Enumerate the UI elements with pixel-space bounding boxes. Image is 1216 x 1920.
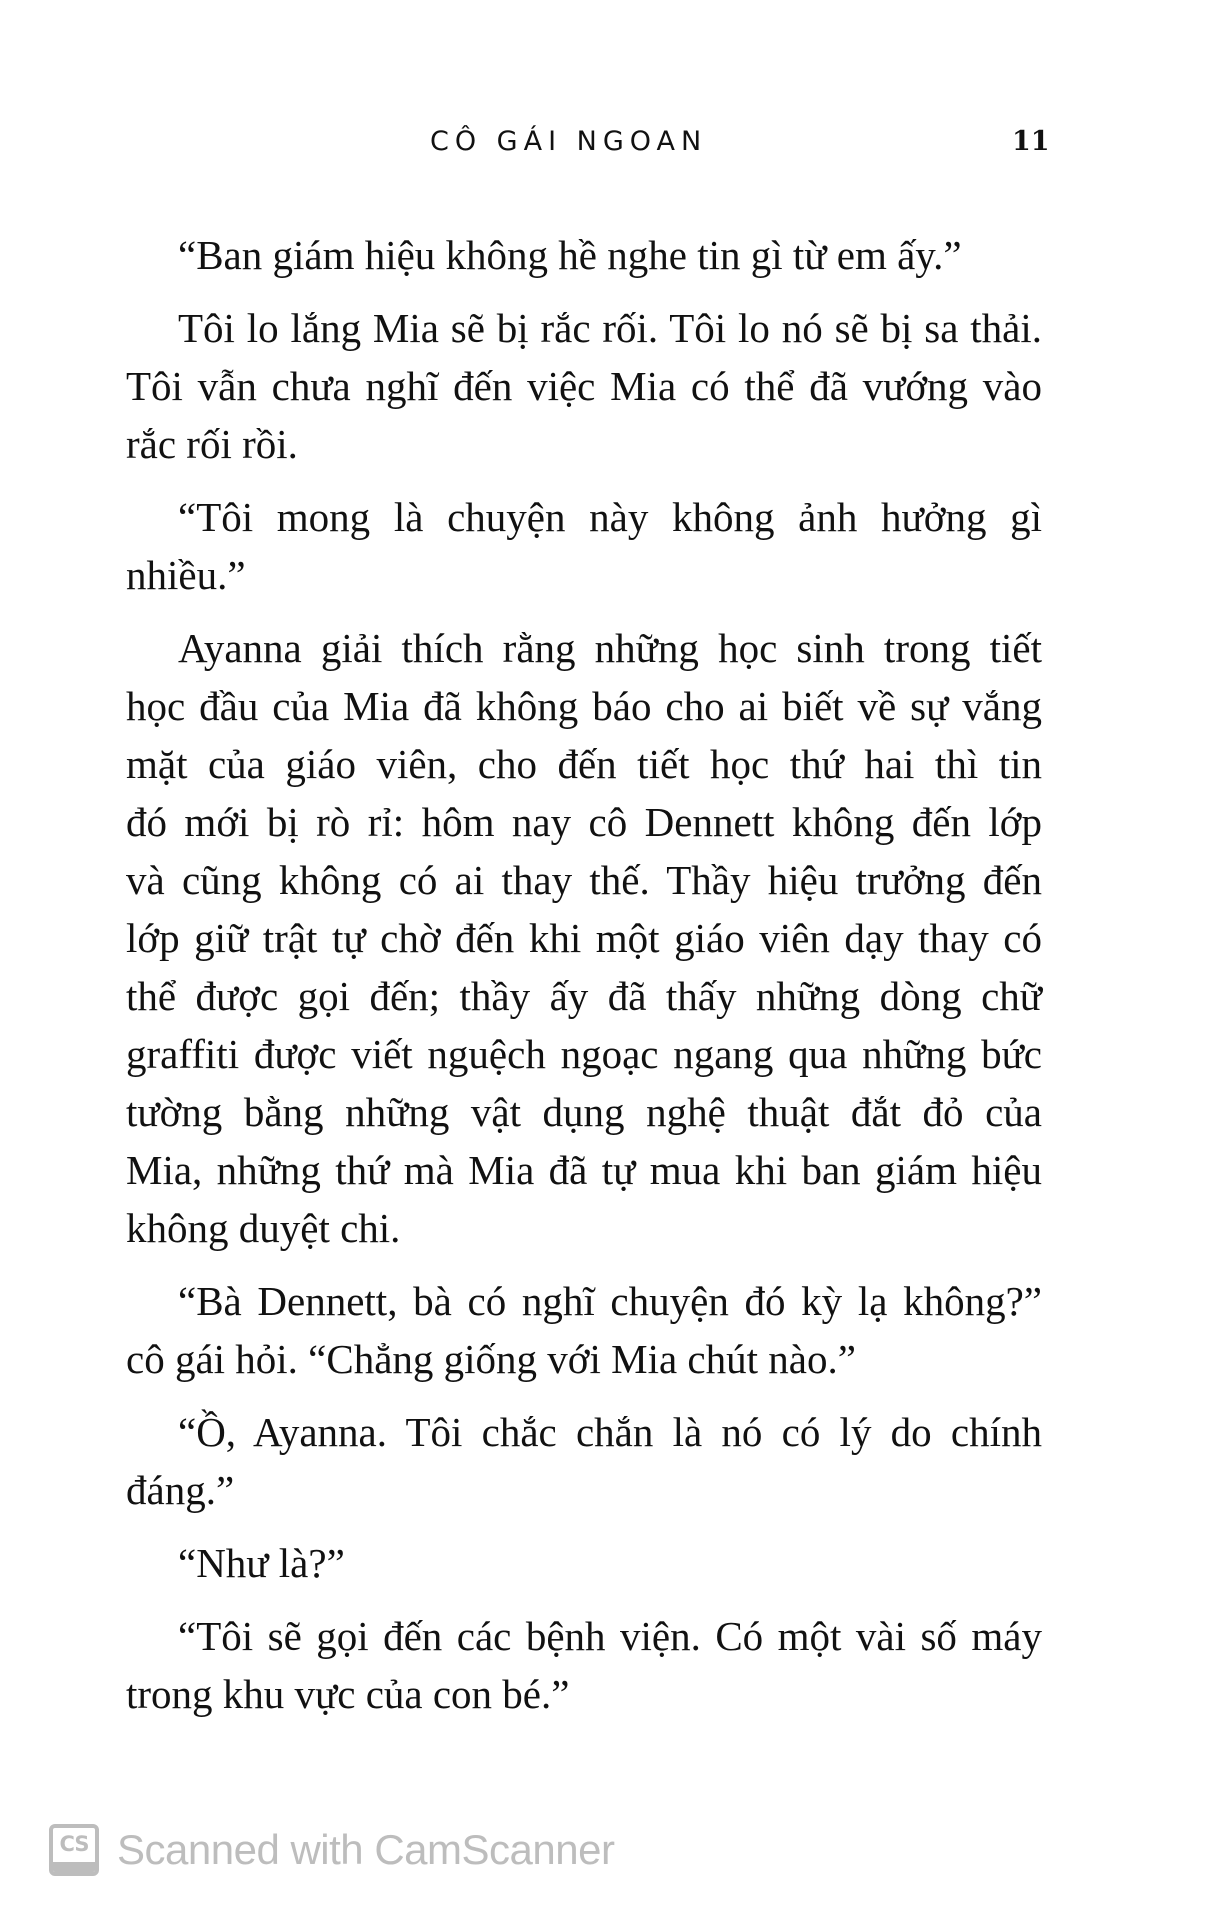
text-line: lớp giữ trật tự chờ đến khi một giáo viên dạy thay có xyxy=(126,915,1042,961)
body-text xyxy=(126,226,1042,1738)
paragraph-8 xyxy=(126,1607,1042,1723)
text-line: “Tôi mong là chuyện này không ảnh hưởng gì xyxy=(178,494,1042,540)
paragraph-1 xyxy=(126,226,1042,284)
page-number: 11 xyxy=(1012,126,1050,157)
text-line: đó mới bị rò rỉ: hôm nay cô Dennett không đến lớp xyxy=(126,799,1042,845)
text-line: graffiti được viết nguệch ngoạc ngang qua những bức xyxy=(126,1031,1042,1077)
paragraph-6 xyxy=(126,1403,1042,1519)
watermark-text: Scanned with CamScanner xyxy=(117,1826,615,1873)
text-line: thể được gọi đến; thầy ấy đã thấy những dòng chữ xyxy=(126,973,1042,1019)
text-line: nhiều.” xyxy=(126,552,246,598)
text-line: Ayanna giải thích rằng những học sinh trong tiết xyxy=(178,625,1042,671)
text-line: “Ban giám hiệu không hề nghe tin gì từ em ấy.” xyxy=(178,232,962,278)
text-line: rắc rối rồi. xyxy=(126,421,298,467)
camscanner-logo-bar xyxy=(53,1862,95,1872)
text-line: “Như là?” xyxy=(178,1540,345,1586)
paragraph-3 xyxy=(126,488,1042,604)
text-line: không duyệt chi. xyxy=(126,1205,401,1251)
text-line: Mia, những thứ mà Mia đã tự mua khi ban giám hiệu xyxy=(126,1147,1042,1193)
running-title: CÔ GÁI NGOAN xyxy=(430,126,708,157)
paragraph-2 xyxy=(126,299,1042,473)
paragraph-5 xyxy=(126,1272,1042,1388)
paragraph-7 xyxy=(126,1534,1042,1592)
text-line: Tôi vẫn chưa nghĩ đến việc Mia có thể đã vướng vào xyxy=(126,363,1042,409)
text-line: học đầu của Mia đã không báo cho ai biết về sự vắng xyxy=(126,683,1042,729)
text-line: và cũng không có ai thay thế. Thầy hiệu trưởng đến xyxy=(126,857,1042,903)
camscanner-watermark xyxy=(49,1822,614,1878)
camscanner-logo-icon xyxy=(49,1824,99,1876)
text-line: trong khu vực của con bé.” xyxy=(126,1671,570,1717)
text-line: đáng.” xyxy=(126,1467,235,1513)
text-line: “Tôi sẽ gọi đến các bệnh viện. Có một vài số máy xyxy=(178,1613,1042,1659)
text-line: “Ồ, Ayanna. Tôi chắc chắn là nó có lý do chính xyxy=(178,1409,1042,1455)
running-header xyxy=(0,122,1216,162)
text-line: “Bà Dennett, bà có nghĩ chuyện đó kỳ lạ không?” xyxy=(178,1278,1042,1324)
text-line: tường bằng những vật dụng nghệ thuật đắt đỏ của xyxy=(126,1089,1042,1135)
text-line: Tôi lo lắng Mia sẽ bị rắc rối. Tôi lo nó sẽ bị sa thải. xyxy=(178,305,1042,351)
paragraph-4 xyxy=(126,619,1042,1257)
camscanner-logo-text: CS xyxy=(59,1832,89,1856)
text-line: mặt của giáo viên, cho đến tiết học thứ hai thì tin xyxy=(126,741,1042,787)
text-line: cô gái hỏi. “Chẳng giống với Mia chút nào.” xyxy=(126,1336,856,1382)
